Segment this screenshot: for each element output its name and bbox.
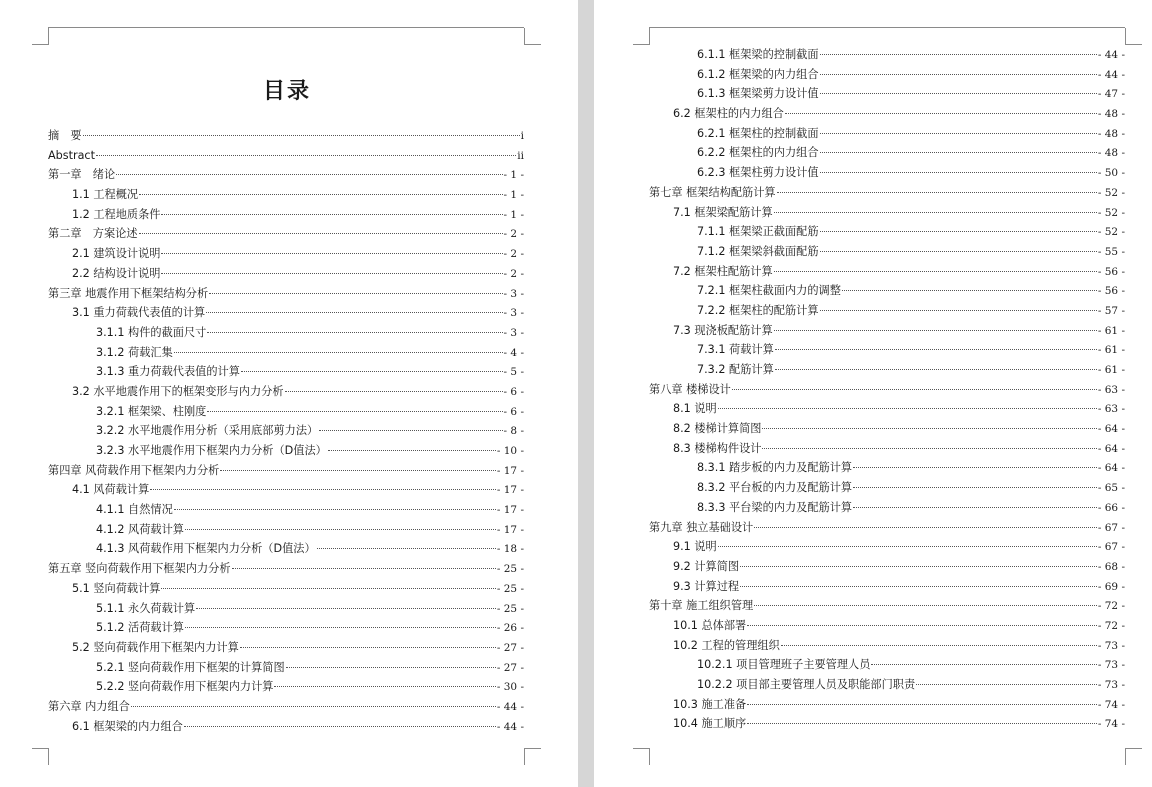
toc-entry-page: - 48 - — [1097, 108, 1125, 121]
toc-entry-page: - 74 - — [1097, 718, 1125, 731]
page-right — [594, 0, 1152, 787]
toc-entry-title: 8.3.1 踏步板的内力及配筋计算 — [697, 461, 853, 475]
toc-entry-title: 9.3 计算过程 — [673, 579, 740, 593]
dot-leader — [328, 449, 496, 451]
toc-entry-title: 3.1 重力荷载代表值的计算 — [72, 306, 206, 320]
dot-leader — [820, 309, 1097, 311]
toc-entry-page: - 50 - — [1097, 167, 1125, 180]
toc-entry-title: 7.2.1 框架柱截面内力的调整 — [697, 284, 841, 298]
dot-leader — [207, 410, 502, 412]
toc-entry[interactable] — [48, 717, 524, 737]
toc-entry[interactable] — [48, 185, 524, 205]
dot-leader — [185, 528, 496, 530]
dot-leader — [747, 624, 1097, 626]
toc-entry-page: - 18 - — [496, 543, 524, 556]
toc-entry[interactable] — [649, 557, 1125, 577]
toc-entry-title: 1.1 工程概况 — [72, 188, 139, 202]
dot-leader — [853, 466, 1097, 468]
toc-entry[interactable] — [649, 340, 1125, 360]
toc-title: 目录 — [262, 79, 311, 104]
dot-leader — [871, 663, 1096, 665]
toc-entry[interactable] — [48, 244, 524, 264]
crop-mark-top-right — [1125, 28, 1142, 45]
toc-entry[interactable] — [48, 382, 524, 402]
toc-entry-page: - 72 - — [1097, 600, 1125, 613]
toc-entry-page: - 6 - — [503, 405, 524, 418]
toc-entry-title: 8.2 楼梯计算简图 — [673, 422, 762, 436]
toc-entry-title: 10.2 工程的管理组织 — [673, 638, 780, 652]
toc-entry-page: - 64 - — [1097, 442, 1125, 455]
toc-entry-page: - 61 - — [1097, 344, 1125, 357]
toc-entry-page: - 44 - — [1097, 68, 1125, 81]
toc-entry-page: - 27 - — [496, 661, 524, 674]
toc-entry[interactable] — [48, 461, 524, 481]
toc-entry-page: - 74 - — [1097, 698, 1125, 711]
toc-entry[interactable] — [48, 284, 524, 304]
toc-entry-title: 6.2 框架柱的内力组合 — [673, 107, 784, 121]
toc-entry-page: - 56 - — [1097, 265, 1125, 278]
toc-entry[interactable] — [48, 323, 524, 343]
dot-leader — [747, 722, 1097, 724]
toc-entry-page: - 64 - — [1097, 423, 1125, 436]
toc-entry-page: - 56 - — [1097, 285, 1125, 298]
toc-entry-page: - 6 - — [503, 385, 524, 398]
toc-entry[interactable] — [649, 636, 1125, 656]
toc-entry-page: - 3 - — [503, 307, 524, 320]
toc-entry[interactable] — [48, 441, 524, 461]
toc-entry-title: 7.1 框架梁配筋计算 — [673, 205, 773, 219]
dot-leader — [820, 230, 1097, 232]
toc-entry[interactable] — [649, 360, 1125, 380]
dot-leader — [220, 469, 495, 471]
toc-entry-page: - 64 - — [1097, 462, 1125, 475]
toc-list-left — [48, 126, 524, 736]
dot-leader — [274, 685, 495, 687]
toc-entry-page: - 63 - — [1097, 383, 1125, 396]
toc-entry[interactable] — [48, 618, 524, 638]
toc-entry[interactable] — [649, 281, 1125, 301]
toc-entry-title: 第二章 方案论述 — [48, 227, 138, 241]
toc-entry-title: 3.1.2 荷载汇集 — [96, 345, 173, 359]
dot-leader — [853, 506, 1097, 508]
toc-entry-page: - 17 - — [496, 464, 524, 477]
dot-leader — [174, 508, 496, 510]
crop-mark-bottom-right — [524, 748, 541, 765]
toc-entry-page: - 3 - — [503, 326, 524, 339]
toc-entry[interactable] — [48, 224, 524, 244]
toc-entry-title: 10.4 施工顺序 — [673, 717, 747, 731]
crop-mark-top-left — [32, 28, 49, 45]
dot-leader — [754, 604, 1097, 606]
toc-entry-title: 3.2.3 水平地震作用下框架内力分析（D值法） — [96, 444, 327, 457]
toc-entry-page: - 63 - — [1097, 403, 1125, 416]
dot-leader — [777, 191, 1097, 193]
toc-entry-title: 6.2.2 框架柱的内力组合 — [697, 146, 819, 160]
toc-entry-title: 5.1.1 永久荷载计算 — [96, 601, 196, 615]
toc-entry-title: 第十章 施工组织管理 — [649, 599, 754, 613]
toc-entry[interactable] — [48, 500, 524, 520]
crop-mark-bottom-left — [633, 748, 650, 765]
header-rule — [649, 27, 1125, 28]
toc-entry[interactable] — [649, 596, 1125, 616]
toc-entry[interactable] — [649, 439, 1125, 459]
toc-entry-page: - 52 - — [1097, 186, 1125, 199]
toc-entry-title: 4.1.1 自然情况 — [96, 503, 173, 517]
toc-entry-title: 7.3.2 配筋计算 — [697, 363, 774, 376]
dot-leader — [161, 213, 502, 215]
toc-entry-page: - 44 - — [1097, 49, 1125, 61]
toc-entry-page: - 25 - — [496, 582, 524, 595]
toc-entry[interactable] — [48, 165, 524, 185]
toc-entry[interactable] — [48, 658, 524, 678]
toc-entry-page: - 73 - — [1097, 639, 1125, 652]
crop-mark-bottom-right — [1125, 748, 1142, 765]
toc-entry-page: - 72 - — [1097, 619, 1125, 632]
dot-leader — [206, 311, 502, 313]
dot-leader — [161, 252, 502, 254]
toc-entry-title: 第七章 框架结构配筋计算 — [649, 185, 776, 199]
toc-entry-page: - 55 - — [1097, 245, 1125, 258]
dot-leader — [207, 331, 502, 333]
toc-entry-title: 4.1.2 风荷载计算 — [96, 522, 184, 536]
toc-entry[interactable] — [48, 677, 524, 697]
toc-entry-page: - 73 - — [1097, 659, 1125, 672]
toc-entry-title: 2.1 建筑设计说明 — [72, 247, 161, 261]
toc-entry-title: 10.2.2 项目部主要管理人员及职能部门职责 — [697, 678, 916, 691]
toc-entry[interactable] — [48, 638, 524, 658]
toc-entry-page: ii — [517, 149, 524, 162]
dot-leader — [139, 232, 503, 234]
toc-entry-title: 第六章 内力组合 — [48, 699, 130, 713]
toc-entry-title: 4.1 风荷载计算 — [72, 483, 150, 497]
dot-leader — [196, 607, 496, 609]
toc-entry[interactable] — [649, 518, 1125, 538]
toc-entry-title: 6.1.3 框架梁剪力设计值 — [697, 87, 819, 101]
toc-entry-title: 8.3.3 平台梁的内力及配筋计算 — [697, 500, 853, 514]
dot-leader — [740, 565, 1097, 567]
toc-entry-title: 6.1.2 框架梁的内力组合 — [697, 67, 819, 81]
toc-entry-page: - 1 - — [503, 169, 524, 182]
toc-entry-page: - 65 - — [1097, 482, 1125, 495]
toc-entry-page: - 26 - — [496, 622, 524, 635]
dot-leader — [820, 73, 1097, 75]
header-rule — [48, 27, 524, 28]
toc-entry[interactable] — [48, 539, 524, 559]
toc-entry-title: 7.3 现浇板配筋计算 — [673, 323, 773, 337]
toc-entry-title: 10.2.1 项目管理班子主要管理人员 — [697, 658, 871, 672]
toc-entry[interactable] — [649, 321, 1125, 341]
toc-entry-title: 7.1.1 框架梁正截面配筋 — [697, 225, 819, 239]
toc-entry-title: 9.2 计算简图 — [673, 559, 740, 573]
dot-leader — [232, 567, 496, 569]
toc-entry-page: - 44 - — [496, 700, 524, 713]
dot-leader — [820, 151, 1097, 153]
toc-entry-page: - 17 - — [496, 484, 524, 497]
toc-entry[interactable] — [48, 362, 524, 382]
dot-leader — [774, 329, 1097, 331]
toc-entry-page: - 61 - — [1097, 364, 1125, 376]
toc-entry-title: 6.2.1 框架柱的控制截面 — [697, 126, 819, 140]
toc-entry-title: 5.2.2 竖向荷载作用下框架内力计算 — [96, 680, 274, 694]
toc-entry-page: - 67 - — [1097, 521, 1125, 534]
toc-entry-page: - 25 - — [496, 602, 524, 615]
toc-entry[interactable] — [649, 655, 1125, 675]
toc-entry-page: - 73 - — [1097, 679, 1125, 691]
toc-entry-page: - 5 - — [503, 366, 524, 379]
toc-entry[interactable] — [649, 714, 1125, 734]
toc-entry-page: - 52 - — [1097, 226, 1125, 239]
toc-entry[interactable] — [649, 203, 1125, 223]
toc-entry-page: - 25 - — [496, 563, 524, 576]
toc-entry-page: - 52 - — [1097, 206, 1125, 219]
toc-entry[interactable] — [649, 695, 1125, 715]
toc-entry[interactable] — [649, 537, 1125, 557]
toc-entry[interactable] — [48, 126, 524, 146]
toc-entry-page: - 30 - — [496, 681, 524, 694]
toc-entry-title: 7.2.2 框架柱的配筋计算 — [697, 303, 819, 317]
toc-entry-title: 3.1.3 重力荷载代表值的计算 — [96, 365, 240, 379]
toc-entry[interactable] — [649, 616, 1125, 636]
dot-leader — [774, 270, 1097, 272]
toc-entry-page: i — [520, 130, 524, 142]
toc-entry-page: - 69 - — [1097, 580, 1125, 593]
toc-entry-title: 6.2.3 框架柱剪力设计值 — [697, 166, 819, 180]
toc-entry-title: 3.2.2 水平地震作用分析（采用底部剪力法） — [96, 424, 319, 438]
toc-entry-title: 10.3 施工准备 — [673, 697, 747, 711]
dot-leader — [820, 132, 1097, 134]
toc-entry-page: - 66 - — [1097, 501, 1125, 514]
toc-entry-title: 7.2 框架柱配筋计算 — [673, 264, 773, 278]
toc-entry[interactable] — [48, 480, 524, 500]
toc-entry[interactable] — [649, 301, 1125, 321]
dot-leader — [775, 348, 1097, 350]
toc-entry[interactable] — [649, 84, 1125, 104]
toc-entry[interactable] — [649, 143, 1125, 163]
dot-leader — [319, 429, 502, 431]
toc-entry-title: 4.1.3 风荷载作用下框架内力分析（D值法） — [96, 542, 316, 556]
dot-leader — [740, 585, 1097, 587]
dot-leader — [762, 427, 1096, 429]
toc-entry[interactable] — [649, 577, 1125, 597]
toc-entry-title: 10.1 总体部署 — [673, 618, 747, 632]
toc-entry[interactable] — [48, 205, 524, 225]
toc-entry[interactable] — [649, 498, 1125, 518]
toc-entry-page: - 10 - — [496, 445, 524, 457]
toc-entry-title: 7.1.2 框架梁斜截面配筋 — [697, 244, 819, 258]
dot-leader — [916, 683, 1097, 685]
dot-leader — [842, 289, 1097, 291]
dot-leader — [754, 526, 1097, 528]
toc-entry-title: 6.1.1 框架梁的控制截面 — [697, 48, 819, 61]
dot-leader — [781, 644, 1097, 646]
toc-entry-title: Abstract — [48, 148, 95, 162]
toc-entry-page: - 68 - — [1097, 560, 1125, 573]
dot-leader — [732, 388, 1097, 390]
dot-leader — [96, 154, 516, 156]
toc-entry[interactable] — [649, 675, 1125, 695]
toc-entry-page: - 17 - — [496, 523, 524, 536]
toc-entry-title: 5.2.1 竖向荷载作用下框架的计算简图 — [96, 660, 285, 674]
dot-leader — [774, 211, 1097, 213]
toc-entry-title: 第一章 绪论 — [48, 168, 116, 182]
dot-leader — [150, 488, 496, 490]
dot-leader — [174, 351, 503, 353]
toc-entry-title: 第三章 地震作用下框架结构分析 — [48, 286, 209, 300]
dot-leader — [785, 112, 1097, 114]
toc-entry-title: 6.1 框架梁的内力组合 — [72, 719, 183, 733]
toc-list-right — [649, 45, 1125, 734]
toc-entry-page: - 48 - — [1097, 147, 1125, 160]
dot-leader — [285, 390, 503, 392]
toc-entry-title: 3.1.1 构件的截面尺寸 — [96, 325, 207, 339]
dot-leader — [161, 272, 502, 274]
toc-entry-page: - 2 - — [503, 267, 524, 280]
toc-entry-page: - 4 - — [503, 346, 524, 359]
dot-leader — [139, 193, 502, 195]
toc-entry[interactable] — [649, 124, 1125, 144]
dot-leader — [775, 368, 1097, 370]
toc-entry[interactable] — [649, 380, 1125, 400]
toc-entry[interactable] — [48, 599, 524, 619]
dot-leader — [718, 545, 1097, 547]
toc-entry[interactable] — [649, 104, 1125, 124]
toc-entry-title: 第九章 独立基础设计 — [649, 520, 754, 534]
toc-entry[interactable] — [48, 421, 524, 441]
toc-entry[interactable] — [649, 242, 1125, 262]
dot-leader — [762, 447, 1096, 449]
toc-entry-title: 1.2 工程地质条件 — [72, 207, 161, 221]
toc-entry-title: 摘 要 — [48, 129, 82, 142]
toc-entry[interactable] — [48, 402, 524, 422]
dot-leader — [209, 292, 502, 294]
toc-entry-page: - 17 - — [496, 504, 524, 517]
toc-entry-title: 第五章 竖向荷载作用下框架内力分析 — [48, 562, 231, 576]
toc-entry[interactable] — [649, 65, 1125, 85]
toc-entry-title: 2.2 结构设计说明 — [72, 266, 161, 280]
dot-leader — [820, 92, 1097, 94]
toc-entry[interactable] — [649, 419, 1125, 439]
crop-mark-top-left — [633, 28, 650, 45]
toc-entry[interactable] — [649, 183, 1125, 203]
dot-leader — [820, 171, 1097, 173]
toc-entry[interactable] — [48, 264, 524, 284]
toc-entry[interactable] — [48, 303, 524, 323]
crop-mark-bottom-left — [32, 748, 49, 765]
toc-entry-page: - 2 - — [503, 248, 524, 261]
page-gap — [578, 0, 594, 787]
toc-entry-page: - 61 - — [1097, 324, 1125, 337]
toc-entry-page: - 2 - — [503, 228, 524, 241]
toc-entry-page: - 67 - — [1097, 541, 1125, 554]
toc-entry-page: - 47 - — [1097, 88, 1125, 101]
dot-leader — [286, 666, 496, 668]
crop-mark-top-right — [524, 28, 541, 45]
toc-entry-title: 5.2 竖向荷载作用下框架内力计算 — [72, 640, 239, 654]
toc-entry[interactable] — [48, 697, 524, 717]
dot-leader — [853, 486, 1097, 488]
toc-entry-page: - 1 - — [503, 208, 524, 221]
toc-entry-title: 第八章 楼梯设计 — [649, 382, 731, 396]
toc-entry[interactable] — [48, 146, 524, 166]
toc-entry-title: 5.1 竖向荷载计算 — [72, 581, 161, 595]
dot-leader — [747, 703, 1097, 705]
dot-leader — [184, 725, 496, 727]
toc-entry[interactable] — [48, 579, 524, 599]
dot-leader — [83, 134, 520, 136]
toc-entry-title: 5.1.2 活荷载计算 — [96, 621, 184, 635]
toc-entry[interactable] — [48, 520, 524, 540]
toc-entry-title: 8.3.2 平台板的内力及配筋计算 — [697, 481, 853, 495]
dot-leader — [116, 173, 502, 175]
toc-entry-title: 9.1 说明 — [673, 540, 717, 554]
toc-entry-title: 7.3.1 荷载计算 — [697, 343, 774, 357]
toc-entry-page: - 27 - — [496, 641, 524, 654]
toc-entry-title: 3.2 水平地震作用下的框架变形与内力分析 — [72, 384, 284, 398]
toc-entry-page: - 8 - — [503, 425, 524, 438]
toc-entry[interactable] — [649, 478, 1125, 498]
toc-entry-page: - 48 - — [1097, 127, 1125, 140]
dot-leader — [241, 370, 503, 372]
toc-entry-title: 第四章 风荷载作用下框架内力分析 — [48, 463, 220, 477]
dot-leader — [317, 547, 496, 549]
toc-entry[interactable] — [649, 458, 1125, 478]
toc-entry-title: 3.2.1 框架梁、柱刚度 — [96, 404, 207, 418]
dot-leader — [240, 646, 496, 648]
dot-leader — [185, 626, 496, 628]
toc-entry-page: - 1 - — [503, 189, 524, 202]
toc-entry[interactable] — [649, 45, 1125, 65]
toc-entry-title: 8.1 说明 — [673, 402, 717, 416]
dot-leader — [718, 407, 1097, 409]
dot-leader — [820, 53, 1097, 55]
toc-entry[interactable] — [48, 343, 524, 363]
toc-entry[interactable] — [649, 262, 1125, 282]
toc-entry-title: 8.3 楼梯构件设计 — [673, 441, 762, 455]
toc-entry[interactable] — [649, 163, 1125, 183]
toc-entry[interactable] — [649, 222, 1125, 242]
toc-entry[interactable] — [48, 559, 524, 579]
toc-entry-page: - 44 - — [496, 720, 524, 733]
toc-entry-page: - 3 - — [503, 287, 524, 300]
dot-leader — [820, 250, 1097, 252]
dot-leader — [161, 587, 495, 589]
dot-leader — [131, 705, 496, 707]
toc-entry-page: - 57 - — [1097, 304, 1125, 317]
toc-entry[interactable] — [649, 399, 1125, 419]
